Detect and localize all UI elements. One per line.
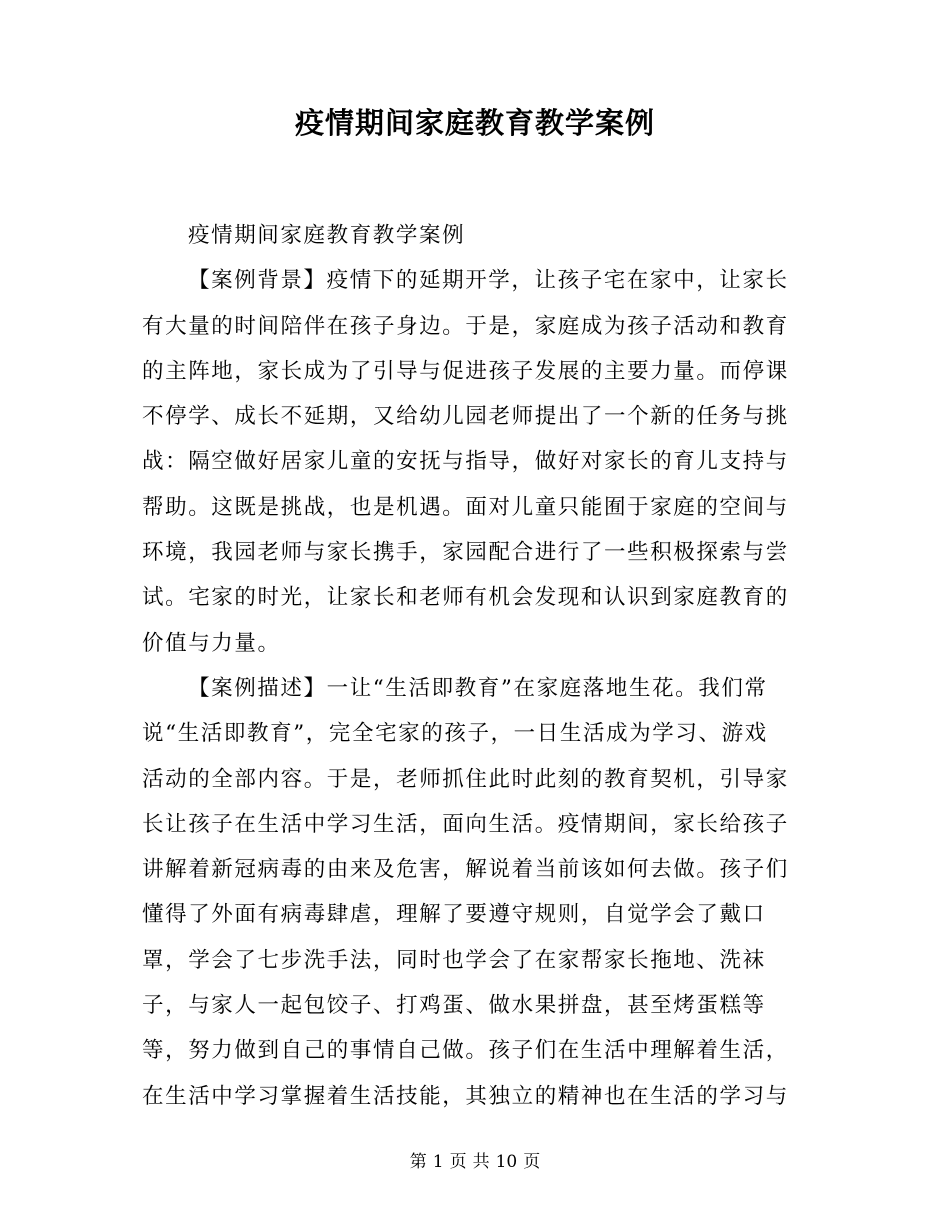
body-line-description-start: 【案例描述】一让“生活即教育”在家庭落地生花。我们常 bbox=[188, 675, 768, 701]
body-line: 试。宅家的时光，让家长和老师有机会发现和认识到家庭教育的 bbox=[142, 585, 789, 611]
body-line: 有大量的时间陪伴在孩子身边。于是，家庭成为孩子活动和教育 bbox=[142, 313, 789, 339]
body-line: 活动的全部内容。于是，老师抓住此时此刻的教育契机，引导家 bbox=[142, 766, 789, 792]
body-line: 不停学、成长不延期，又给幼儿园老师提出了一个新的任务与挑 bbox=[142, 404, 789, 430]
body-line: 战：隔空做好居家儿童的安抚与指导，做好对家长的育儿支持与 bbox=[142, 449, 789, 475]
body-line: 讲解着新冠病毒的由来及危害，解说着当前该如何去做。孩子们 bbox=[142, 857, 789, 883]
footer-page-unit: 页 bbox=[449, 1152, 467, 1172]
body-line: 在生活中学习掌握着生活技能，其独立的精神也在生活的学习与 bbox=[142, 1083, 789, 1109]
document-body bbox=[142, 213, 802, 1119]
footer-total-pages: 10 bbox=[495, 1152, 518, 1172]
page-footer bbox=[0, 1149, 950, 1175]
document-title: 疫情期间家庭教育教学案例 bbox=[294, 106, 655, 140]
body-line: 说“生活即教育”，完全宅家的孩子，一日生活成为学习、游戏 bbox=[142, 721, 768, 747]
body-line-subtitle: 疫情期间家庭教育教学案例 bbox=[188, 223, 466, 248]
body-line: 的主阵地，家长成为了引导与促进孩子发展的主要力量。而停课 bbox=[142, 358, 789, 384]
body-line: 帮助。这既是挑战，也是机遇。面对儿童只能囿于家庭的空间与 bbox=[142, 494, 789, 520]
footer-page-number: 1 bbox=[432, 1152, 444, 1172]
footer-total-word: 共 bbox=[472, 1152, 490, 1172]
body-line: 长让孩子在生活中学习生活，面向生活。疫情期间，家长给孩子 bbox=[142, 811, 789, 837]
body-line: 懂得了外面有病毒肆虐，理解了要遵守规则，自觉学会了戴口 bbox=[142, 902, 766, 928]
footer-page-word: 第 bbox=[409, 1152, 427, 1172]
body-line: 价值与力量。 bbox=[142, 630, 281, 656]
body-line-background-start: 【案例背景】疫情下的延期开学，让孩子宅在家中，让家长 bbox=[188, 268, 789, 294]
body-line: 环境，我园老师与家长携手，家园配合进行了一些积极探索与尝 bbox=[142, 540, 789, 566]
body-line: 等，努力做到自己的事情自己做。孩子们在生活中理解着生活， bbox=[142, 1038, 789, 1064]
footer-total-unit: 页 bbox=[523, 1152, 541, 1172]
body-line: 罩，学会了七步洗手法，同时也学会了在家帮家长拖地、洗袜 bbox=[142, 947, 766, 973]
body-line: 子，与家人一起包饺子、打鸡蛋、做水果拼盘，甚至烤蛋糕等 bbox=[142, 993, 766, 1019]
